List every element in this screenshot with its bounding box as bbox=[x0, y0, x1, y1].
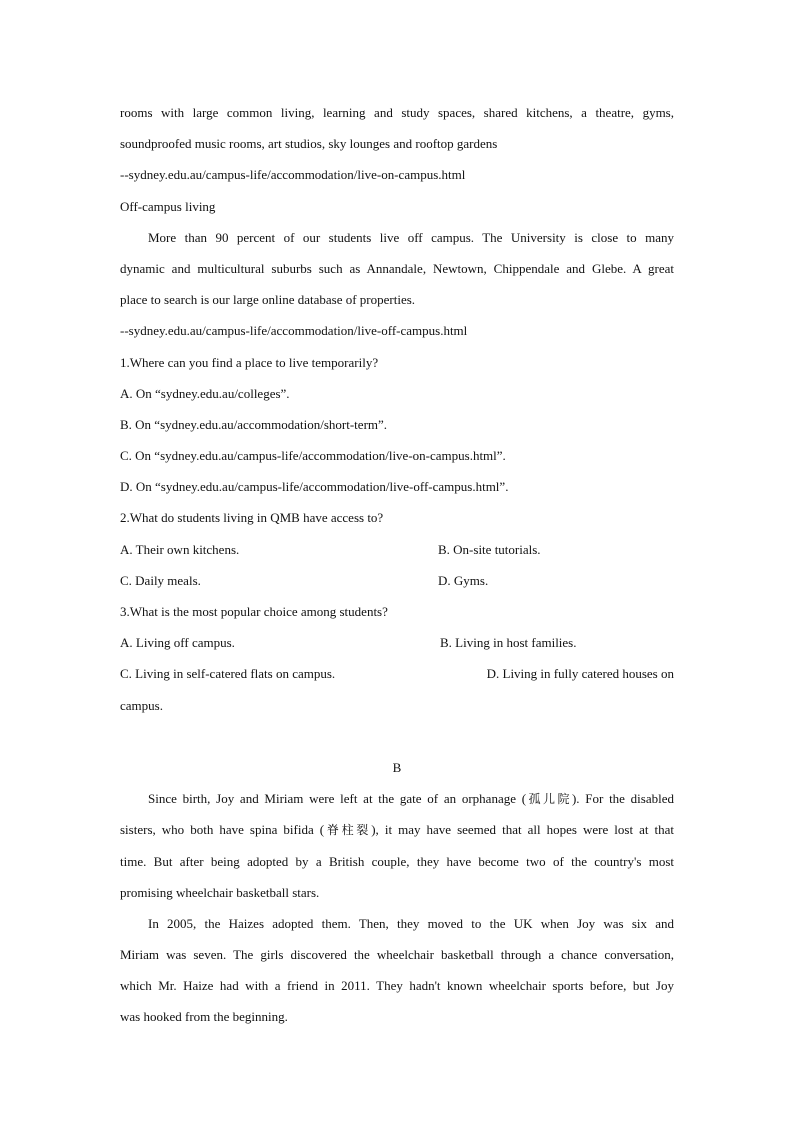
off-campus-paragraph-line-3: place to search is our large online database of properties. bbox=[120, 292, 416, 308]
question-1-option-a: A. On “sydney.edu.au/colleges”. bbox=[120, 385, 290, 401]
question-2-option-c: C. Daily meals. bbox=[120, 572, 201, 588]
passage-b-chinese-gloss-spina-bifida: 脊柱裂 bbox=[324, 823, 372, 838]
question-1-option-b: B. On “sydney.edu.au/accommodation/short-term”. bbox=[120, 416, 388, 432]
question-3-option-d-continued: campus. bbox=[120, 697, 163, 713]
intro-line-2: soundproofed music rooms, art studios, sky lounges and rooftop gardens bbox=[120, 136, 498, 152]
question-2: 2.What do students living in QMB have access to? bbox=[120, 510, 384, 526]
question-3-options-row-1 bbox=[120, 632, 674, 663]
passage-b-p1-line-1-text-a: Since birth, Joy and Miriam were left at the gate of an orphanage ( bbox=[148, 791, 527, 807]
question-2-options-row-1 bbox=[120, 539, 674, 570]
question-3-options-row-2 bbox=[120, 663, 674, 694]
question-3-option-c: C. Living in self-catered flats on campus. bbox=[120, 666, 336, 682]
passage-b-p2-line-4: was hooked from the beginning. bbox=[120, 1009, 288, 1025]
question-2-option-d: D. Gyms. bbox=[438, 572, 489, 588]
question-2-option-a: A. Their own kitchens. bbox=[120, 541, 240, 557]
question-2-options-row-2 bbox=[120, 570, 674, 601]
intro-line-1: rooms with large common living, learning and study spaces, shared kitchens, a theatre, gyms, bbox=[120, 105, 674, 120]
question-3-option-a: A. Living off campus. bbox=[120, 635, 235, 651]
passage-b-p2-line-2: Miriam was seven. The girls discovered the wheelchair basketball through a chance conversation, bbox=[120, 947, 674, 963]
passage-b-p1-line-2 bbox=[120, 819, 674, 850]
source-live-on-campus: --sydney.edu.au/campus-life/accommodation/live-on-campus.html bbox=[120, 167, 466, 183]
question-1: 1.Where can you find a place to live temporarily? bbox=[120, 354, 379, 370]
question-1-option-c: C. On “sydney.edu.au/campus-life/accommodation/live-on-campus.html”. bbox=[120, 448, 506, 464]
section-b-label: B bbox=[392, 759, 402, 775]
document-page bbox=[120, 102, 674, 1038]
passage-b-p1-line-3: time. But after being adopted by a British couple, they have become two of the country's most bbox=[120, 853, 674, 869]
question-3-option-b: B. Living in host families. bbox=[440, 635, 577, 651]
passage-b-chinese-gloss-orphanage: 孤儿院 bbox=[526, 792, 572, 807]
off-campus-paragraph-line-1: More than 90 percent of our students live off campus. The University is close to many bbox=[148, 229, 674, 245]
question-1-option-d: D. On “sydney.edu.au/campus-life/accommodation/live-off-campus.html”. bbox=[120, 479, 509, 495]
passage-b-p2-line-3: which Mr. Haize had with a friend in 2011. They hadn't known wheelchair sports before, but Joy bbox=[120, 978, 674, 994]
passage-b-p2-line-1: In 2005, the Haizes adopted them. Then, they moved to the UK when Joy was six and bbox=[148, 915, 674, 931]
passage-b-p1-line-2-text-b: ), it may have seemed that all hopes were lost at that bbox=[371, 822, 674, 838]
question-2-option-b: B. On-site tutorials. bbox=[438, 541, 541, 557]
section-spacer bbox=[120, 726, 674, 757]
source-live-off-campus: --sydney.edu.au/campus-life/accommodation/live-off-campus.html bbox=[120, 323, 468, 339]
passage-b-p1-line-2-text-a: sisters, who both have spina bifida ( bbox=[120, 822, 325, 838]
question-3: 3.What is the most popular choice among students? bbox=[120, 604, 388, 619]
off-campus-paragraph-line-2: dynamic and multicultural suburbs such as Annandale, Newtown, Chippendale and Glebe. A great bbox=[120, 260, 674, 276]
question-3-option-d: D. Living in fully catered houses on bbox=[486, 666, 674, 682]
passage-b-p1-line-1 bbox=[120, 788, 674, 819]
passage-b-p1-line-4: promising wheelchair basketball stars. bbox=[120, 884, 320, 900]
passage-b-p1-line-1-text-b: ). For the disabled bbox=[571, 791, 674, 807]
off-campus-heading: Off-campus living bbox=[120, 198, 216, 214]
